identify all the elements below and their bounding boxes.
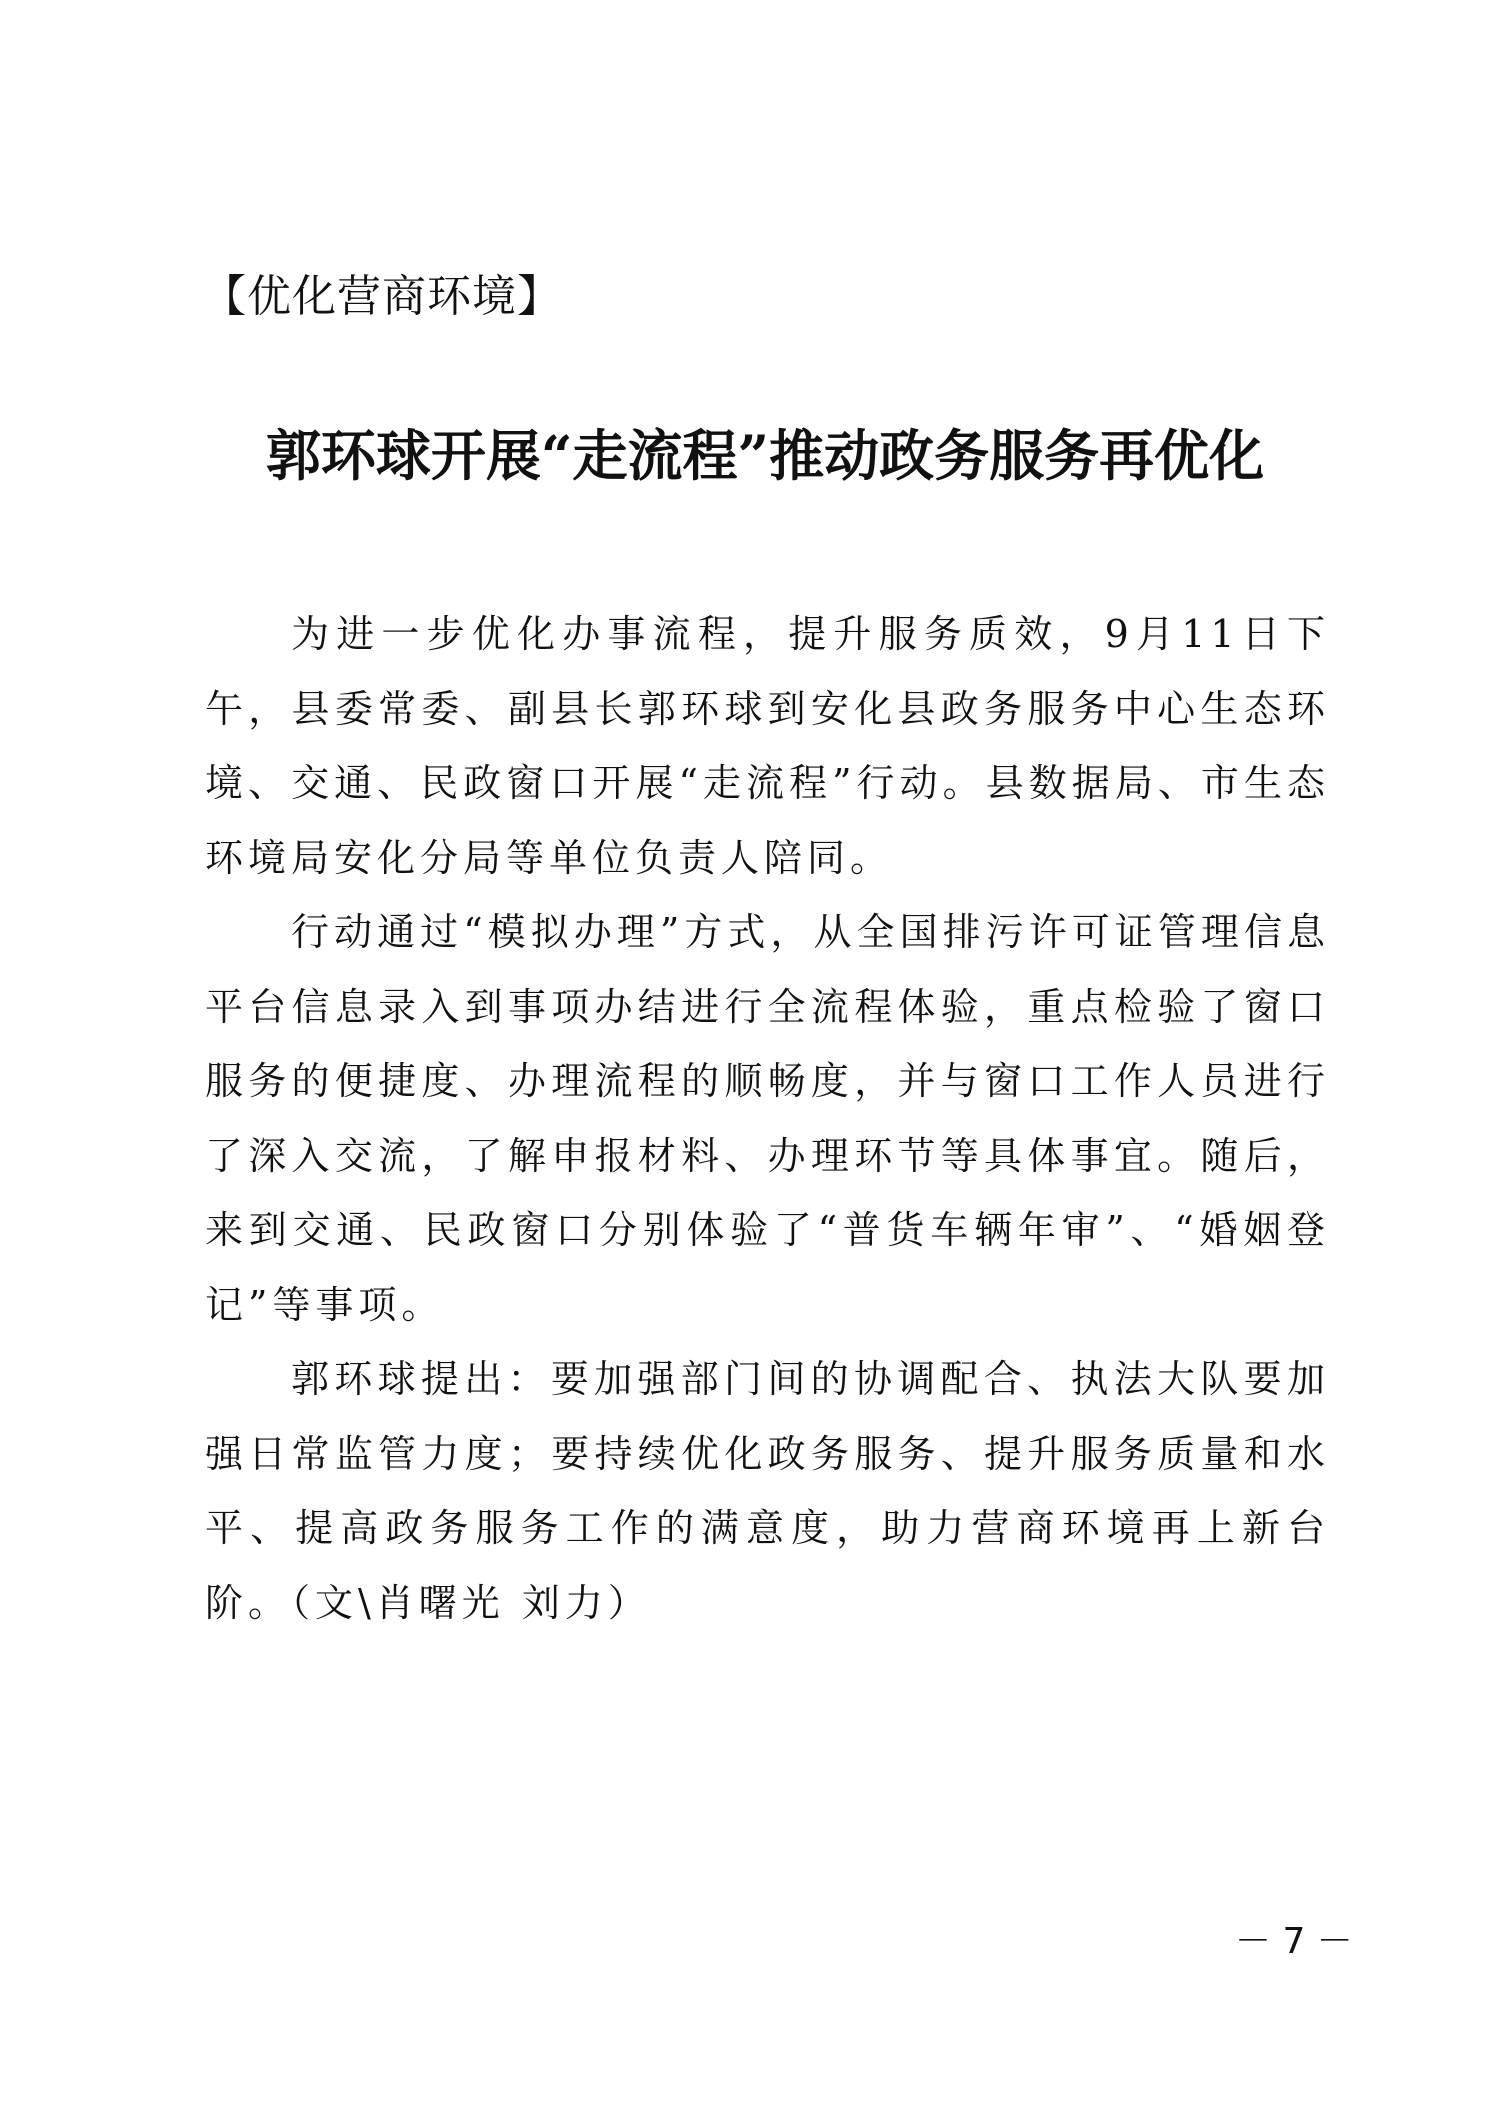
page-number: － 7 － bbox=[1235, 1921, 1353, 1962]
article-body bbox=[205, 597, 1330, 1640]
section-tag: 【优化营商环境】 bbox=[202, 271, 562, 322]
article-paragraph-3: 郭环球提出：要加强部门间的协调配合、执法大队要加强日常监管力度；要持续优化政务服务、提升服务质量和水平、提高政务服务工作的满意度，助力营商环境再上新台阶。（文\肖曙光 刘力） bbox=[205, 1357, 1330, 1625]
article-paragraph-2: 行动通过“模拟办理”方式，从全国排污许可证管理信息平台信息录入到事项办结进行全流程体验，重点检验了窗口服务的便捷度、办理流程的顺畅度，并与窗口工作人员进行了深入交流，了解申报材料、办理环节等具体事宜。随后，来到交通、民政窗口分别体验了“普货车辆年审”、“婚姻登记”等事项。 bbox=[205, 910, 1330, 1327]
article-paragraph-1: 为进一步优化办事流程，提升服务质效，9月11日下午，县委常委、副县长郭环球到安化县政务服务中心生态环境、交通、民政窗口开展“走流程”行动。县数据局、市生态环境局安化分局等单位负责人陪同。 bbox=[205, 612, 1330, 880]
article-headline: 郭环球开展“走流程”推动政务服务再优化 bbox=[265, 423, 1265, 488]
